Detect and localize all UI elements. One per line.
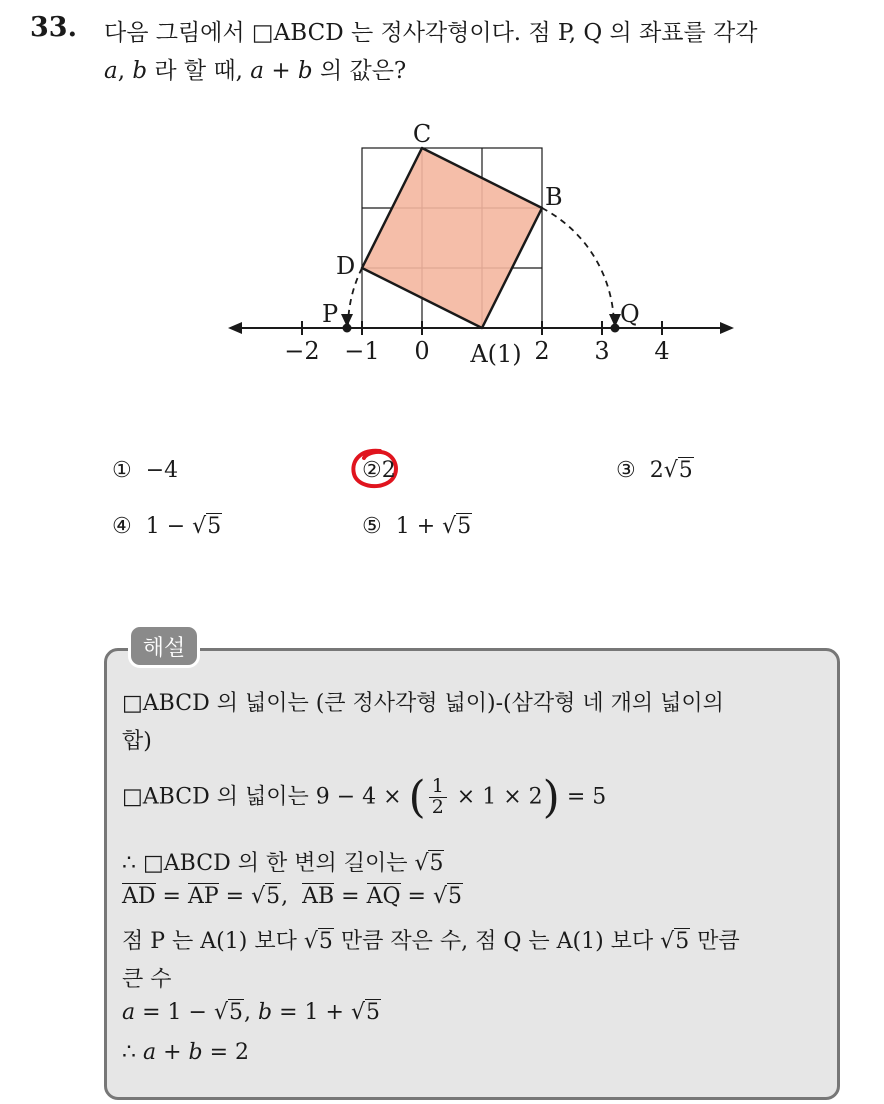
square-abcd: [362, 148, 542, 328]
choice-text: 2: [649, 458, 664, 483]
numerator: 1: [429, 777, 447, 798]
radicand: 5: [447, 884, 462, 909]
choice-4[interactable]: [112, 514, 222, 539]
label-q: Q: [620, 300, 640, 328]
radicand: 5: [457, 514, 472, 539]
radicand: 5: [229, 1000, 243, 1025]
fraction-half: [429, 777, 447, 818]
solution-line5: AD = AP = √5, AB = AQ = √5: [122, 884, 462, 909]
sqrt: √5: [414, 851, 444, 876]
question-text-line1: 다음 그림에서 □ABCD 는 정사각형이다. 점 P, Q 의 좌표를 각각: [104, 20, 758, 46]
text: 라 할 때,: [147, 58, 251, 84]
radicand: 5: [318, 929, 333, 954]
arc-b-to-q: [542, 208, 614, 326]
text: = 2: [202, 1040, 250, 1065]
text: ∴ □ABCD 의 한 변의 길이는: [122, 851, 415, 876]
radicand: 5: [675, 929, 690, 954]
tick-label-neg2: −2: [284, 337, 320, 365]
choice-3[interactable]: [616, 458, 694, 483]
var-a: a: [122, 1000, 136, 1025]
solution-line8: [122, 1000, 381, 1025]
solution-line6: [122, 924, 740, 955]
tick-label-2: 2: [534, 337, 550, 365]
sqrt: √5: [663, 458, 693, 483]
sep: ,: [117, 58, 133, 84]
choice-5[interactable]: [362, 514, 472, 539]
label-a: A(1): [470, 340, 522, 368]
var-b: b: [132, 58, 148, 84]
solution-tag: 해설: [128, 624, 200, 668]
radicand: 5: [678, 458, 693, 483]
sqrt: √5: [251, 884, 281, 909]
solution-line1: □ABCD 의 넓이는 (큰 정사각형 넓이)-(삼각형 네 개의 넓이의: [122, 691, 724, 716]
tick-label-0: 0: [414, 337, 430, 365]
radicand: 5: [365, 1000, 380, 1025]
point-q: [611, 324, 620, 333]
choice-1[interactable]: [112, 458, 178, 483]
var-a: a: [104, 58, 118, 84]
segment-ap: AP: [187, 884, 219, 909]
choice-text: 1 +: [395, 514, 443, 539]
solution-line9: [122, 1040, 249, 1065]
choice-2[interactable]: [362, 458, 396, 483]
text: = 1 +: [272, 1000, 351, 1025]
text: ∴: [122, 1040, 143, 1065]
radicand: 5: [266, 884, 281, 909]
radicand: 5: [207, 514, 222, 539]
paren-open: (: [408, 772, 426, 823]
tick-label-4: 4: [654, 337, 670, 365]
solution-line3: [122, 772, 606, 823]
question-number: 33.: [30, 12, 77, 43]
radicand: 5: [429, 851, 444, 876]
solution-line7: 큰 수: [122, 967, 172, 992]
text: 의 값은?: [312, 58, 407, 84]
choice-text: 2: [381, 458, 396, 483]
sqrt: √5: [303, 929, 333, 954]
solution-line2: 합): [122, 729, 152, 754]
choice-number: ①: [112, 458, 132, 483]
sqrt: √5: [350, 1000, 380, 1025]
choice-text: 1 −: [145, 514, 193, 539]
expr-a-plus-b: a + b: [250, 58, 313, 84]
label-p: P: [322, 300, 339, 328]
choice-number: ②: [362, 458, 382, 483]
choice-number: ④: [112, 514, 132, 539]
text: = 5: [559, 784, 607, 810]
choice-number: ③: [616, 458, 636, 483]
text: 만큼 작은 수, 점 Q 는 A(1) 보다: [333, 929, 661, 954]
label-d: D: [336, 252, 356, 280]
text: 만큼: [690, 929, 740, 954]
sqrt: √5: [192, 514, 222, 539]
segment-ad: AD: [122, 884, 156, 909]
sqrt: √5: [432, 884, 462, 909]
choice-text: −4: [145, 458, 179, 483]
choice-number: ⑤: [362, 514, 382, 539]
sqrt: √5: [660, 929, 690, 954]
label-b: B: [545, 183, 563, 211]
text: ,: [244, 1000, 258, 1025]
text: □ABCD 의 넓이는 9 − 4 ×: [122, 784, 409, 810]
segment-ab: AB: [302, 884, 335, 909]
solution-line4: [122, 846, 444, 877]
coordinate-figure: [0, 0, 884, 420]
sqrt: √5: [442, 514, 472, 539]
sqrt: √5: [213, 1000, 243, 1025]
paren-close: ): [542, 772, 560, 823]
text: × 1 × 2: [449, 784, 543, 810]
tick-label-neg1: −1: [344, 337, 380, 365]
tick-label-3: 3: [594, 337, 610, 365]
label-c: C: [412, 120, 432, 148]
denominator: 2: [431, 796, 444, 818]
var-b: b: [258, 1000, 273, 1025]
text: = 1 −: [135, 1000, 214, 1025]
text: 점 P 는 A(1) 보다: [122, 929, 304, 954]
expr-a-plus-b: a + b: [143, 1040, 203, 1065]
point-p: [343, 324, 352, 333]
segment-aq: AQ: [366, 884, 401, 909]
